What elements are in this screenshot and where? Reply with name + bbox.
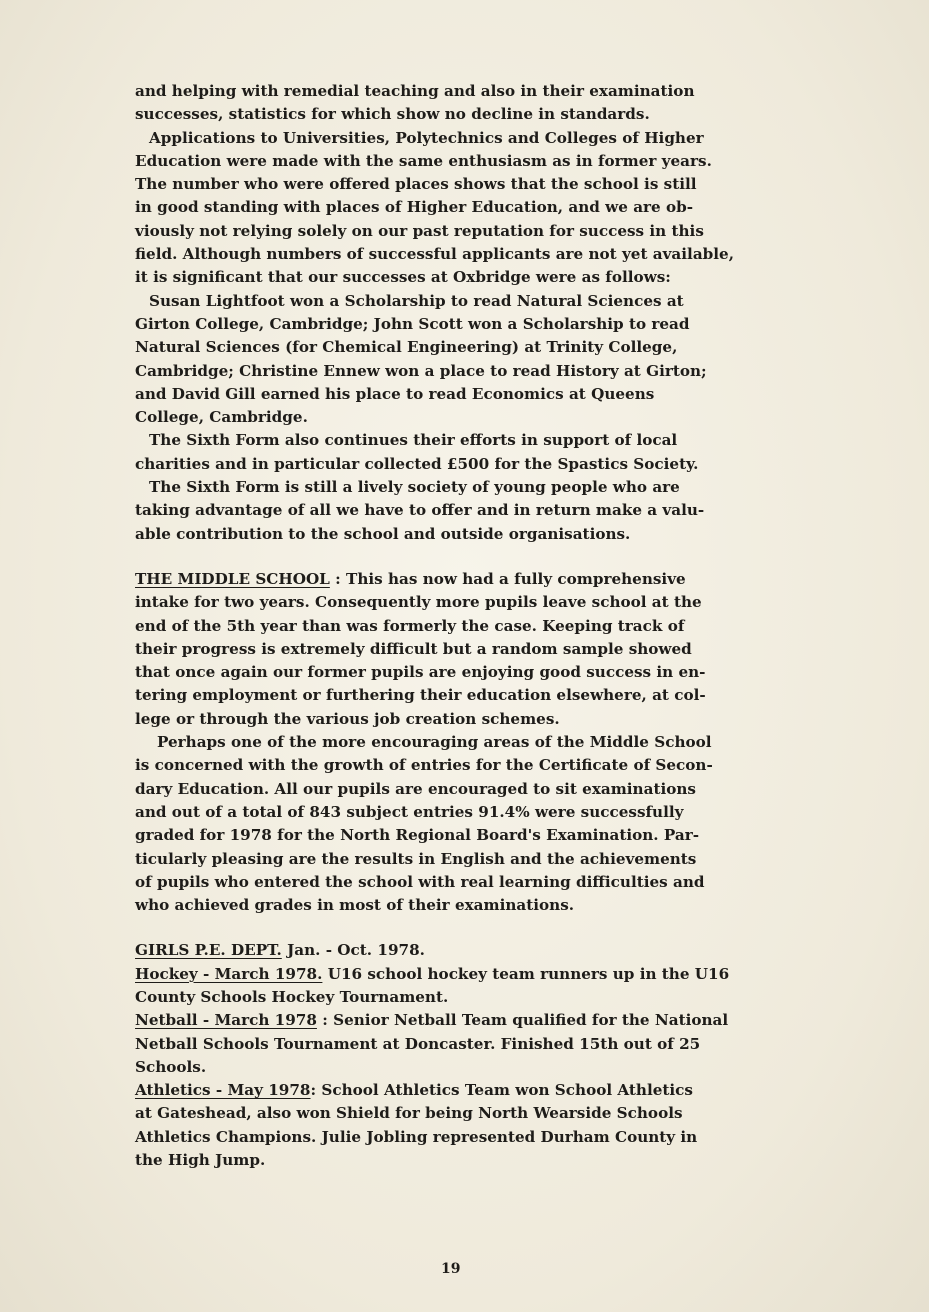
paragraph-3 xyxy=(135,290,795,430)
text-line: end of the 5th year than was formerly the case. Keeping track of xyxy=(135,616,685,635)
text-line: who achieved grades in most of their examinations. xyxy=(135,896,575,915)
middle-school-section xyxy=(135,568,795,917)
text-line: that once again our former pupils are enjoying good success in en- xyxy=(135,663,706,682)
text-line: Education were made with the same enthusiasm as in former years. xyxy=(135,151,712,170)
text-line: tering employment or furthering their education elsewhere, at col- xyxy=(135,686,706,705)
paragraph-2 xyxy=(135,127,795,290)
text-line xyxy=(135,1079,795,1102)
text-line: successes, statistics for which show no decline in standards. xyxy=(135,105,650,124)
text-line: The Sixth Form also continues their efforts in support of local xyxy=(149,431,678,450)
paragraph-5 xyxy=(135,476,795,546)
text-line: Applications to Universities, Polytechnics and Colleges of Higher xyxy=(149,128,704,147)
hockey-label: Hockey - March 1978. xyxy=(135,964,323,983)
text-line: the High Jump. xyxy=(135,1151,266,1170)
paragraph-1 xyxy=(135,80,795,127)
text-run: : This has now had a fully comprehensive xyxy=(329,569,686,588)
text-line xyxy=(135,1009,795,1032)
text-line: College, Cambridge. xyxy=(135,408,308,427)
text-line: ticularly pleasing are the results in English and the achievements xyxy=(135,849,697,868)
text-line: and helping with remedial teaching and also in their examination xyxy=(135,82,695,100)
text-line: County Schools Hockey Tournament. xyxy=(135,987,449,1006)
text-line: Susan Lightfoot won a Scholarship to read Natural Sciences at xyxy=(149,291,684,310)
section-gap xyxy=(135,917,795,939)
text-line: Schools. xyxy=(135,1057,207,1076)
text-line: at Gateshead, also won Shield for being North Wearside Schools xyxy=(135,1104,683,1123)
girls-pe-heading: GIRLS P.E. DEPT. xyxy=(135,941,282,960)
netball-label: Netball - March 1978 xyxy=(135,1011,317,1030)
text-line: intake for two years. Consequently more pupils leave school at the xyxy=(135,593,702,612)
text-line xyxy=(135,568,795,591)
text-line: of pupils who entered the school with real learning difficulties and xyxy=(135,872,705,891)
text-line: The number who were offered places shows that the school is still xyxy=(135,175,697,194)
text-line: able contribution to the school and outside organisations. xyxy=(135,524,631,543)
text-line: The Sixth Form is still a lively society of young people who are xyxy=(149,478,680,497)
text-line: Natural Sciences (for Chemical Engineering) at Trinity College, xyxy=(135,338,678,357)
text-line: dary Education. All our pupils are encouraged to sit examinations xyxy=(135,779,696,798)
text-line xyxy=(135,963,795,986)
text-line: and David Gill earned his place to read Economics at Queens xyxy=(135,384,655,403)
text-line: their progress is extremely difficult but a random sample showed xyxy=(135,639,692,658)
text-run: : Senior Netball Team qualified for the National xyxy=(316,1011,729,1030)
section-gap xyxy=(135,546,795,568)
girls-pe-section xyxy=(135,939,795,1172)
page-number: 19 xyxy=(441,1261,461,1277)
text-line: charities and in particular collected £500 for the Spastics Society. xyxy=(135,454,699,473)
text-line: graded for 1978 for the North Regional Board's Examination. Par- xyxy=(135,826,700,845)
text-line: Cambridge; Christine Ennew won a place to read History at Girton; xyxy=(135,361,707,380)
text-line: Perhaps one of the more encouraging areas of the Middle School xyxy=(157,733,712,752)
text-line: lege or through the various job creation schemes. xyxy=(135,709,560,728)
middle-school-heading: THE MIDDLE SCHOOL xyxy=(135,569,330,588)
text-line: field. Although numbers of successful applicants are not yet available, xyxy=(135,245,734,264)
text-run: : School Athletics Team won School Athletics xyxy=(310,1081,693,1100)
text-line: is concerned with the growth of entries for the Certificate of Secon- xyxy=(135,756,713,775)
body-text xyxy=(135,80,795,1172)
text-line: it is significant that our successes at Oxbridge were as follows: xyxy=(135,268,671,287)
text-line: and out of a total of 843 subject entries 91.4% were successfully xyxy=(135,802,684,821)
text-run: Jan. - Oct. 1978. xyxy=(281,941,425,960)
text-line: in good standing with places of Higher Education, and we are ob- xyxy=(135,198,694,217)
text-line: Girton College, Cambridge; John Scott won a Scholarship to read xyxy=(135,314,690,333)
athletics-label: Athletics - May 1978 xyxy=(135,1081,311,1100)
text-run: U16 school hockey team runners up in the U16 xyxy=(322,964,730,983)
text-line: Athletics Champions. Julie Jobling represented Durham County in xyxy=(135,1127,698,1146)
paragraph-4 xyxy=(135,429,795,476)
text-line: taking advantage of all we have to offer and in return make a valu- xyxy=(135,501,705,520)
text-line xyxy=(135,939,795,962)
text-line: viously not relying solely on our past reputation for success in this xyxy=(135,221,704,240)
text-line: Netball Schools Tournament at Doncaster. Finished 15th out of 25 xyxy=(135,1034,701,1053)
